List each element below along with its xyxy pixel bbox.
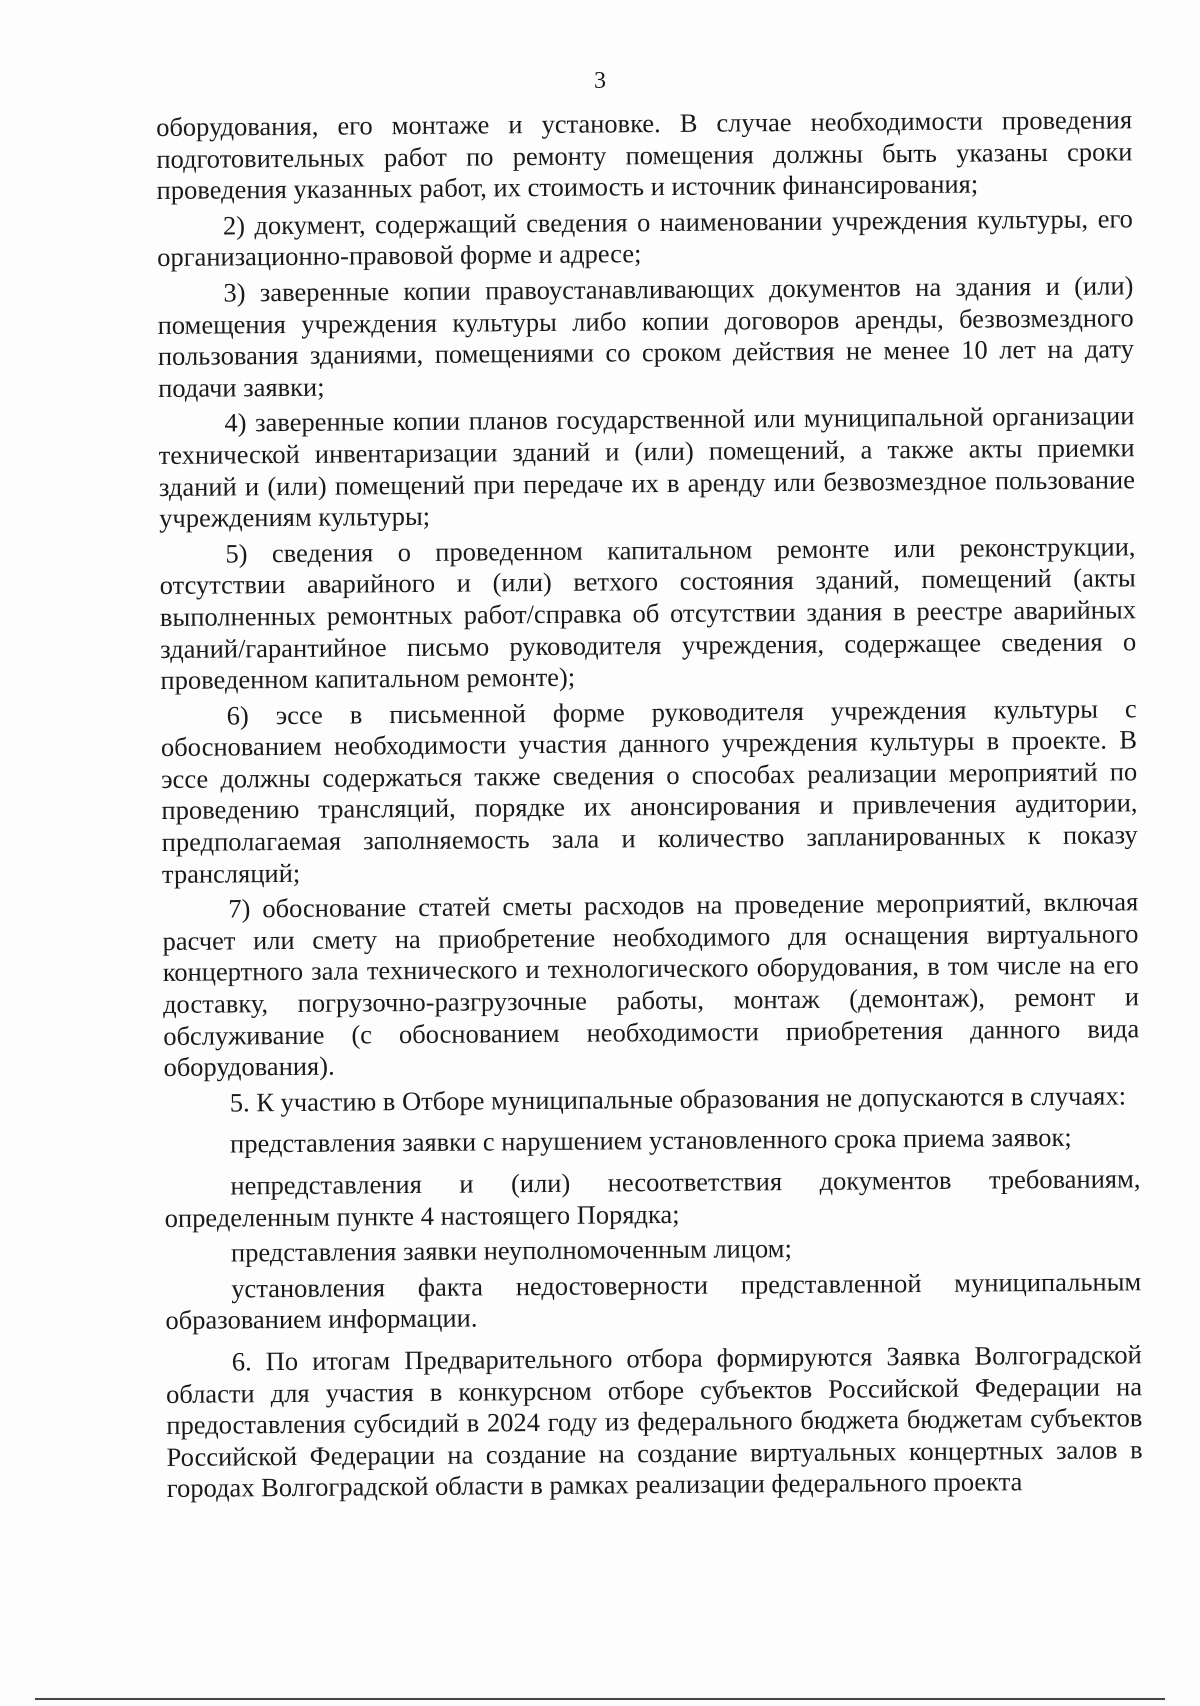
paragraph-item-3: 3) заверенные копии правоустанавливающих документов на здания и (или) помещения учреждения культуры либо копии договоров аренды, безвозмездного пользования зданиями, помещениями со сроком действия не менее 10 лет на дату подачи заявки; [157, 270, 1135, 403]
paragraph-case-unauthorized: представления заявки неуполномоченным лицом; [230, 1233, 792, 1268]
paragraph-item-5: 5) сведения о проведенном капитальном ремонте или реконструкции, отсутствии аварийного и (или) ветхого состояния зданий, помещений (акты выполненных ремонтных работ/справка об отсутствии здания в реестре аварийных зданий/гарантийное письмо руководителя учреждения, содержащее сведения о проведенном капитальном ремонте); [159, 531, 1137, 696]
paragraph-case-false-info: установления факта недостоверности представленной муниципальным образованием информации. [165, 1266, 1142, 1336]
paragraph-item-2: 2) документ, содержащий сведения о наименовании учреждения культуры, его организационно-правовой форме и адресе; [157, 203, 1133, 273]
paragraph-case-documents: непредставления и (или) несоответствия документов требованиям, определенным пункте 4 настоящего Порядка; [164, 1163, 1141, 1233]
paragraph-section-6: 6. По итогам Предварительного отбора формируются Заявка Волгоградской области для участия в конкурсном отборе субъектов Российской Федерации на предоставления субсидий в 2024 году из федерального бюджета бюджетам субъектов Российской Федерации на создание на создание виртуальных концертных залов в городах Волгоградской области в рамках реализации федерального проекта [165, 1339, 1143, 1504]
scan-edge-line [35, 1698, 1165, 1700]
paragraph-item-7: 7) обоснование статей сметы расходов на проведение мероприятий, включая расчет или смету на приобретение необходимого для оснащения виртуального концертного зала технического и технологического оборудования, в том числе на его доставку, погрузочно-разгрузочные работы, монтаж (демонтаж), ремонт и обслуживание (с обоснованием необходимости приобретения данного вида оборудования). [162, 886, 1140, 1083]
paragraph-case-deadline: представления заявки с нарушением установленного срока приема заявок; [229, 1122, 1072, 1159]
page-number: 3 [594, 68, 606, 94]
document-body [156, 104, 1143, 1505]
paragraph-section-5: 5. К участию в Отборе муниципальные образования не допускаются в случаях: [229, 1080, 1127, 1118]
paragraph-item-6: 6) эссе в письменной форме руководителя учреждения культуры с обоснованием необходимости участия данного учреждения культуры в проекте. В эссе должны содержаться также сведения о способах реализации мероприятий по проведению трансляций, порядке их анонсирования и привлечения аудитории, предполагаемая заполняемость зала и количество запланированных к показу трансляций; [160, 693, 1138, 889]
paragraph-item-4: 4) заверенные копии планов государственной или муниципальной организации технической инвентаризации зданий и (или) помещений, а также акты приемки зданий и (или) помещений при передаче их в аренду или безвозмездное пользование учреждениям культуры; [158, 400, 1136, 534]
paragraph-equipment-installation: оборудования, его монтаже и установке. В случае необходимости проведения подготовительных работ по ремонту помещения должны быть указаны сроки проведения указанных работ, их стоимость и источник финансирования; [156, 104, 1133, 206]
